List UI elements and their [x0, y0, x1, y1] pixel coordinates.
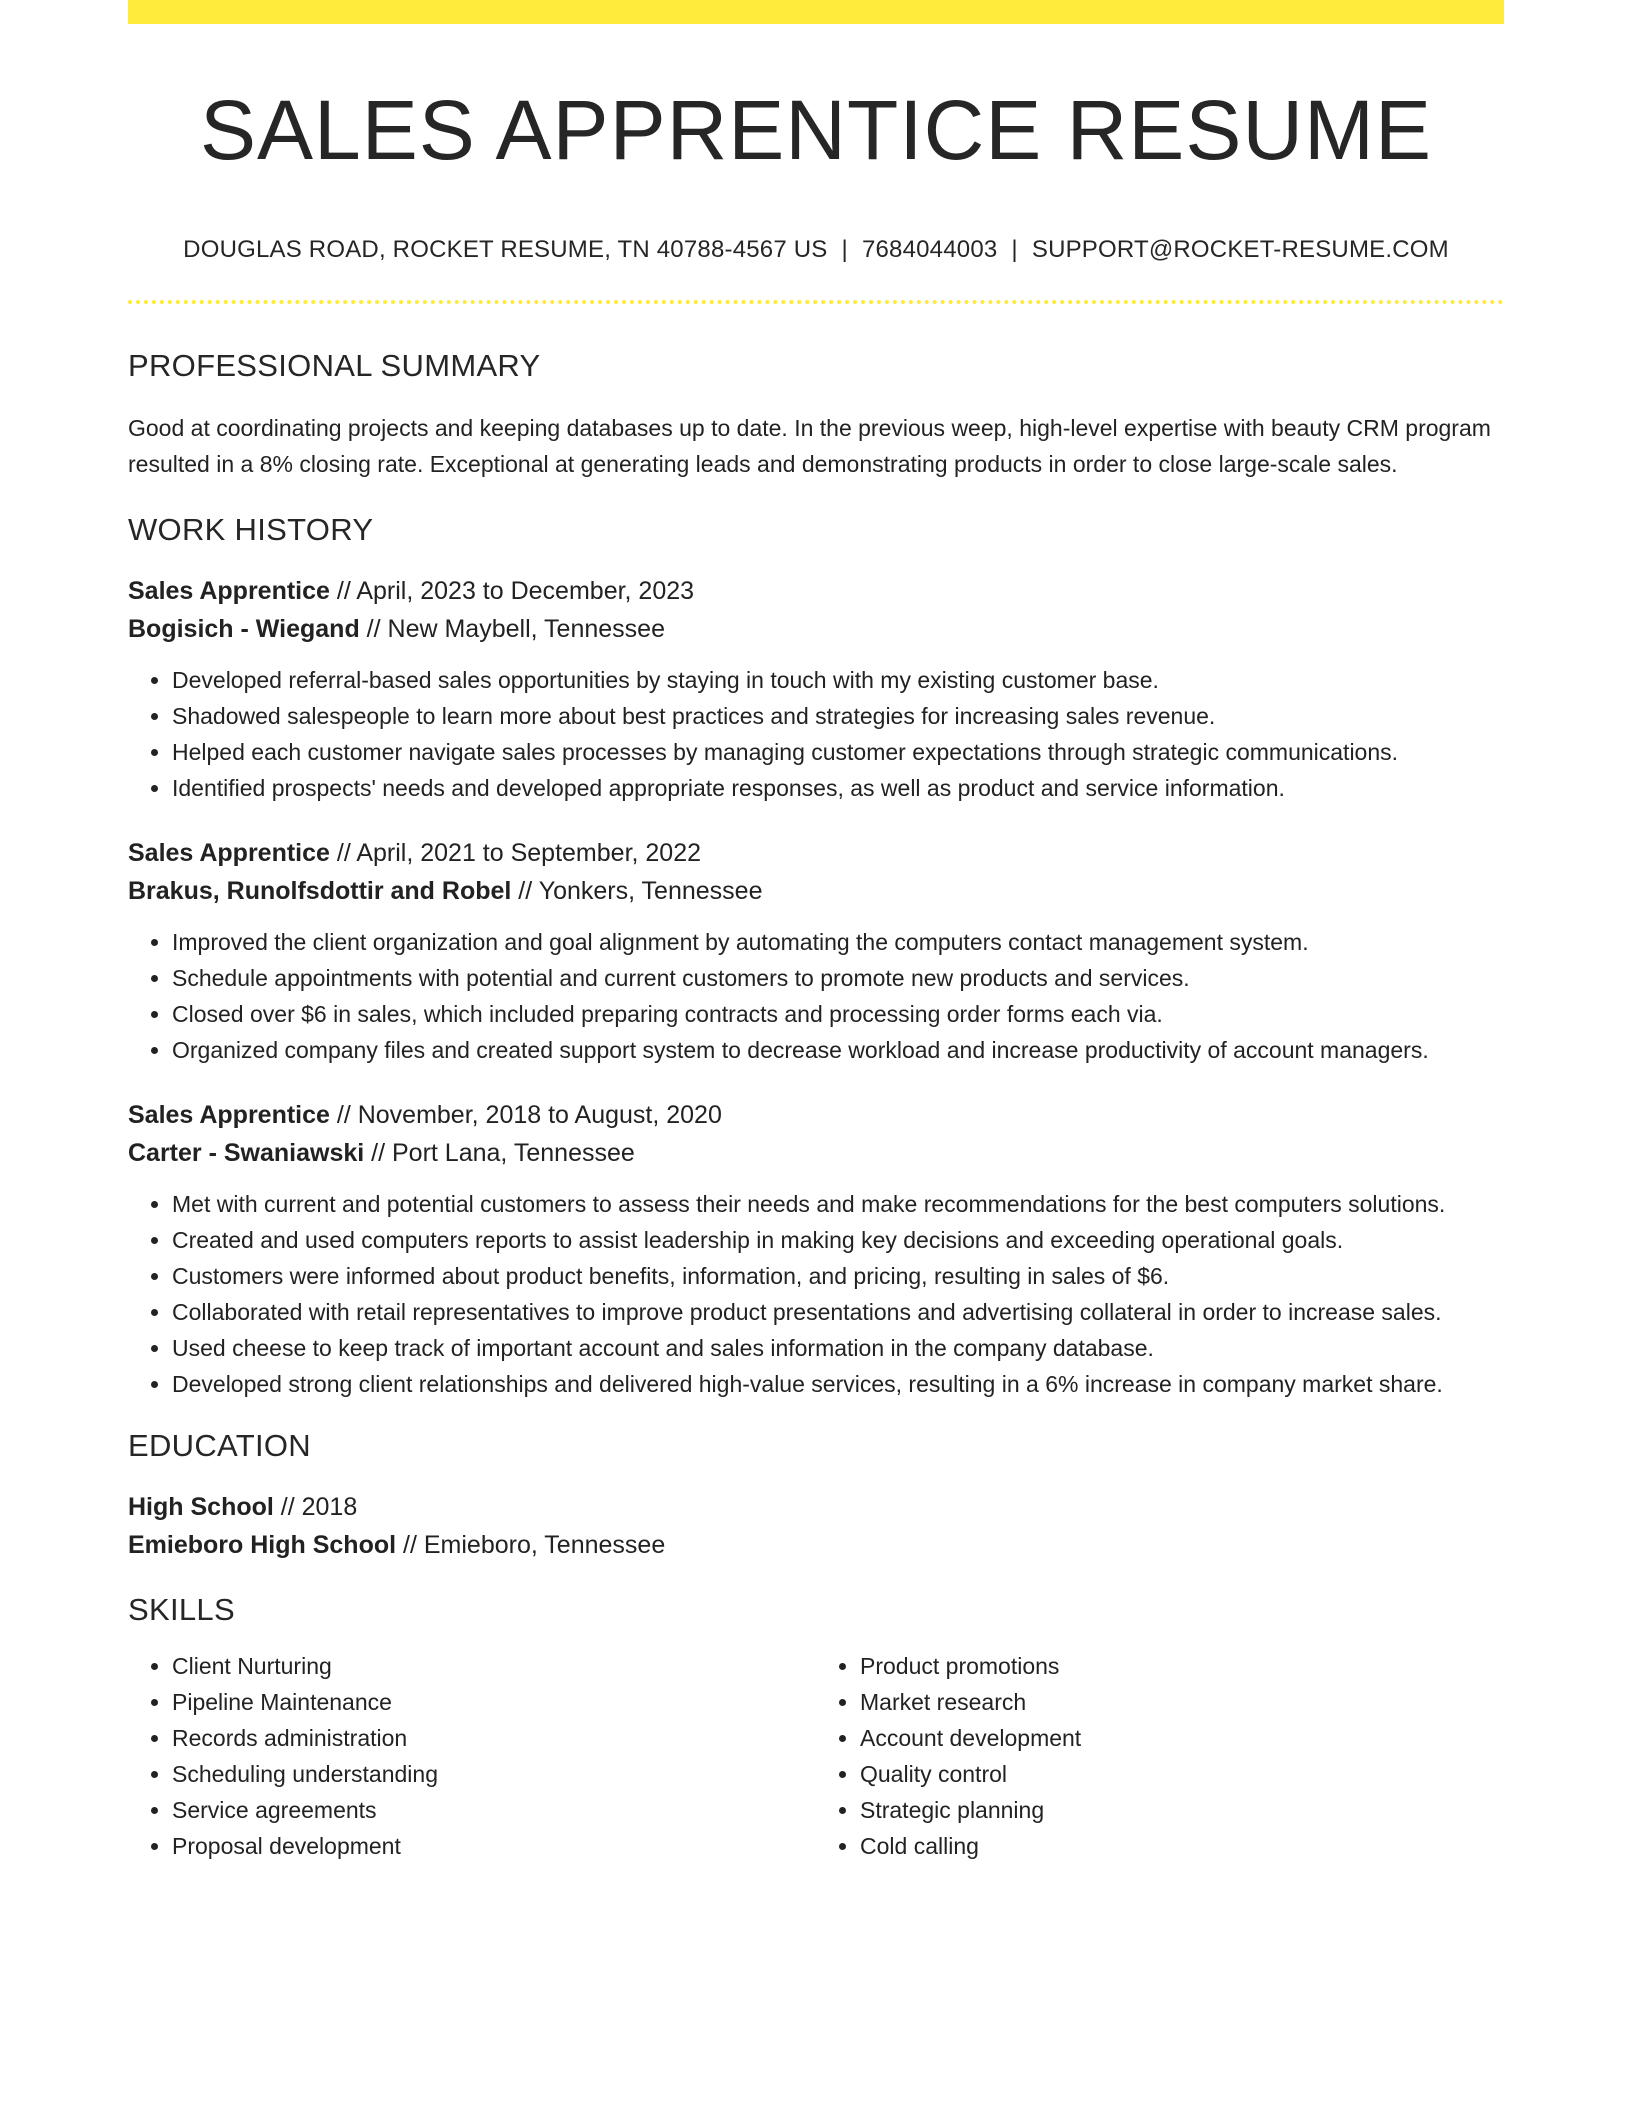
job-title-line [128, 1096, 1504, 1134]
job-bullet: • Helped each customer navigate sales processes by managing customer expectations through strategic communications. [172, 734, 1504, 770]
education-school: Emieboro High School [128, 1531, 397, 1560]
separator: | [1011, 236, 1018, 264]
skills-right-column [816, 1648, 1504, 1864]
resume-page [128, 0, 1504, 1864]
job-company-line [128, 1134, 1504, 1172]
job-bullet: • Developed referral-based sales opportunities by staying in touch with my existing customer base. [172, 662, 1504, 698]
education-entry [128, 1488, 1504, 1564]
job-company: Carter - Swaniawski [128, 1139, 365, 1168]
skill-item: • Quality control [860, 1756, 1504, 1792]
job-title-line [128, 572, 1504, 610]
skill-item: • Pipeline Maintenance [172, 1684, 816, 1720]
job-bullet: • Created and used computers reports to assist leadership in making key decisions and exceeding operational goals. [172, 1222, 1504, 1258]
job-bullet: • Schedule appointments with potential and current customers to promote new products and services. [172, 960, 1504, 996]
skill-item: • Product promotions [860, 1648, 1504, 1684]
education-heading: EDUCATION [128, 1428, 311, 1464]
skill-item: • Records administration [172, 1720, 816, 1756]
job-entry [128, 1096, 1504, 1402]
education-school-line [128, 1526, 1504, 1564]
job-bullet: • Collaborated with retail representatives to improve product presentations and advertising collateral in order to increase sales. [172, 1294, 1504, 1330]
summary-heading: PROFESSIONAL SUMMARY [128, 348, 541, 384]
job-title-line [128, 834, 1504, 872]
work-history-heading: WORK HISTORY [128, 512, 374, 548]
job-dates: // November, 2018 to August, 2020 [329, 1101, 722, 1130]
job-title: Sales Apprentice [128, 839, 330, 868]
job-dates: // April, 2021 to September, 2022 [329, 839, 702, 868]
job-bullets [128, 1186, 1504, 1402]
job-bullet: • Met with current and potential customers to assess their needs and make recommendations for the best computers solutions. [172, 1186, 1504, 1222]
job-company: Bogisich - Wiegand [128, 615, 360, 644]
job-bullet: • Developed strong client relationships and delivered high-value services, resulting in a 6% increase in company market share. [172, 1366, 1504, 1402]
job-bullet: • Customers were informed about product benefits, information, and pricing, resulting in sales of $6. [172, 1258, 1504, 1294]
summary-text: Good at coordinating projects and keeping databases up to date. In the previous weep, high-level expertise with beauty CRM program resulted in a 8% closing rate. Exceptional at generating leads and demonstrating products in order to close large-scale sales. [128, 415, 1491, 478]
education-degree-line [128, 1488, 1504, 1526]
email: SUPPORT@ROCKET-RESUME.COM [1031, 236, 1449, 264]
contact-line [128, 236, 1504, 264]
education-degree: High School [128, 1493, 274, 1522]
job-bullet: • Improved the client organization and goal alignment by automating the computers contact management system. [172, 924, 1504, 960]
skill-item: • Scheduling understanding [172, 1756, 816, 1792]
skill-item: • Market research [860, 1684, 1504, 1720]
job-location: // Yonkers, Tennessee [511, 877, 763, 906]
education-year: // 2018 [273, 1493, 358, 1522]
skill-item: • Proposal development [172, 1828, 816, 1864]
job-location: // New Maybell, Tennessee [359, 615, 665, 644]
job-entry [128, 572, 1504, 806]
skills-left-column [128, 1648, 816, 1864]
skill-item: • Account development [860, 1720, 1504, 1756]
skills-columns [128, 1648, 1504, 1864]
address: DOUGLAS ROAD, ROCKET RESUME, TN 40788-4567 US [183, 236, 828, 264]
education-location: // Emieboro, Tennessee [396, 1531, 666, 1560]
job-bullet: • Closed over $6 in sales, which included preparing contracts and processing order forms each via. [172, 996, 1504, 1032]
job-entry [128, 834, 1504, 1068]
job-title: Sales Apprentice [128, 577, 330, 606]
job-location: // Port Lana, Tennessee [364, 1139, 635, 1168]
phone: 7684044003 [861, 236, 998, 264]
job-title: Sales Apprentice [128, 1101, 330, 1130]
skill-item: • Cold calling [860, 1828, 1504, 1864]
job-company: Brakus, Runolfsdottir and Robel [128, 877, 512, 906]
job-company-line [128, 610, 1504, 648]
job-bullet: • Used cheese to keep track of important account and sales information in the company database. [172, 1330, 1504, 1366]
accent-bar [128, 0, 1504, 24]
separator: | [841, 236, 848, 264]
job-bullet: • Organized company files and created support system to decrease workload and increase productivity of account managers. [172, 1032, 1504, 1068]
skills-heading: SKILLS [128, 1592, 235, 1628]
skill-item: • Client Nurturing [172, 1648, 816, 1684]
dotted-divider [128, 300, 1504, 304]
job-dates: // April, 2023 to December, 2023 [329, 577, 695, 606]
job-bullets [128, 662, 1504, 806]
skill-item: • Service agreements [172, 1792, 816, 1828]
resume-title: SALES APPRENTICE RESUME [199, 83, 1433, 177]
job-bullets [128, 924, 1504, 1068]
job-bullet: • Identified prospects' needs and developed appropriate responses, as well as product and service information. [172, 770, 1504, 806]
job-bullet: • Shadowed salespeople to learn more about best practices and strategies for increasing sales revenue. [172, 698, 1504, 734]
job-company-line [128, 872, 1504, 910]
skill-item: • Strategic planning [860, 1792, 1504, 1828]
